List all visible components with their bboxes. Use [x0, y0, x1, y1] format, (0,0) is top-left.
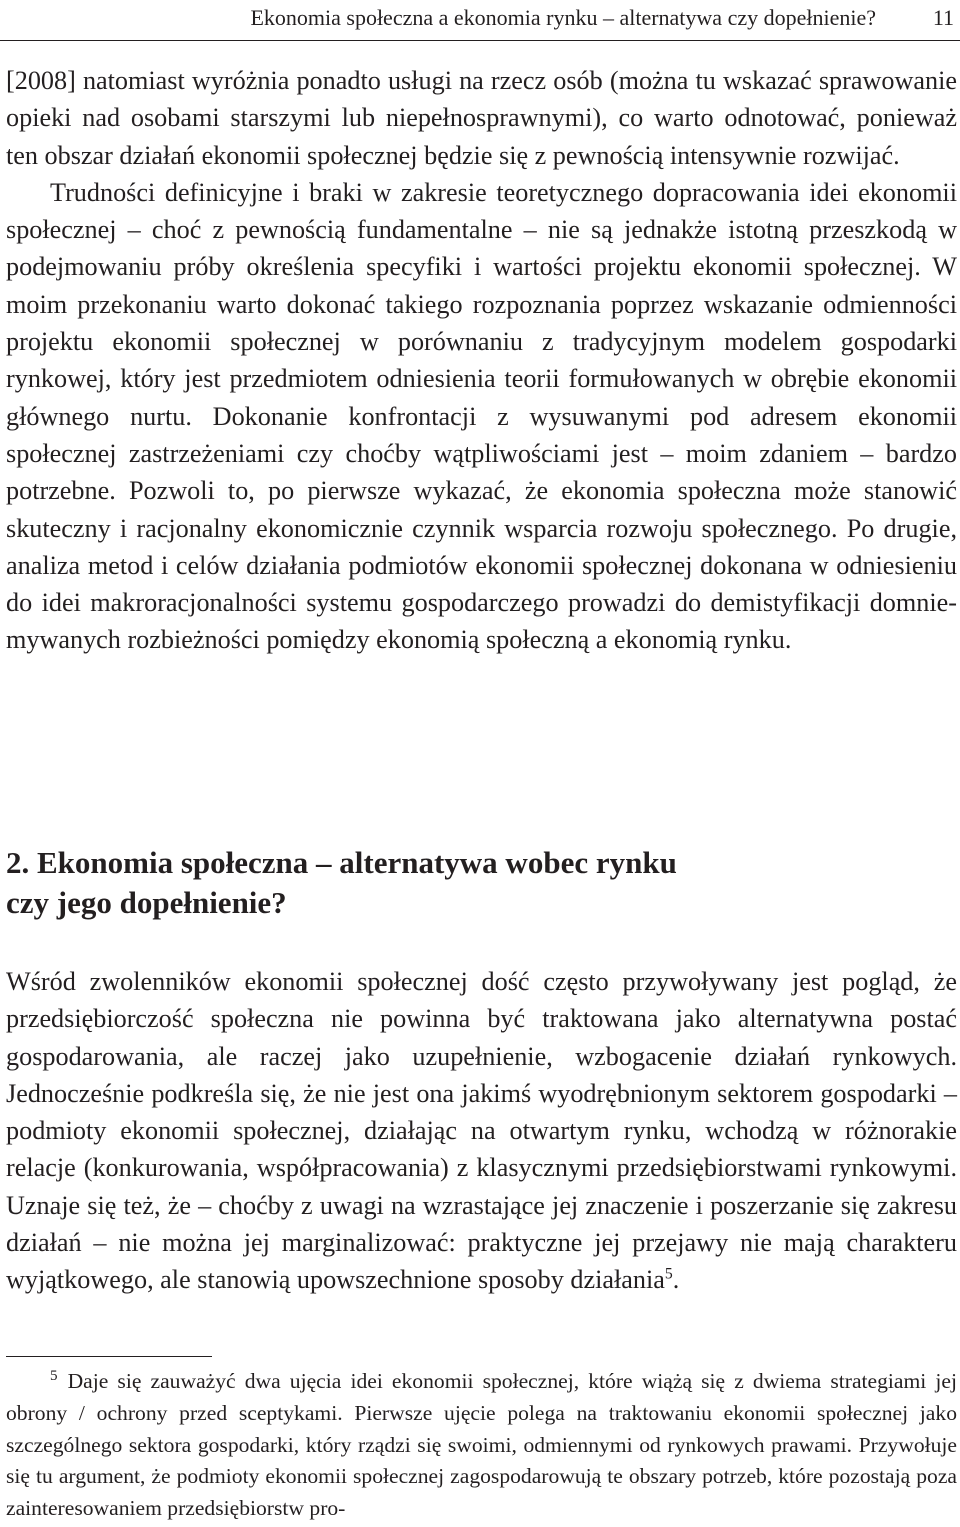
page-number: 11 [932, 5, 954, 30]
section-heading-line-2: czy jego dopełnienie? [6, 885, 287, 920]
footnote-text: Daje się zauważyć dwa ujęcia idei ekonomii społecznej, które wiążą się z dwiema strategiami jej obrony / ochrony przed sceptykami. Pierwsze ujęcie polega na traktowaniu ekonomii społecznej jako szczególnego sektora gospodarki, który rządzi się swoimi, odmiennymi od rynkowych prawami. Przywołuje się tu argument, że podmioty ekonomii społecznej zagospodarowują te obszary potrzeb, które pozostają poza zainteresowaniem przedsiębiorstw pro- [6, 1369, 957, 1521]
footnote [6, 1366, 957, 1525]
section-heading [6, 843, 957, 923]
section-paragraph-end: . [672, 1265, 680, 1295]
footnote-marker: 5 [50, 1367, 58, 1384]
footnote-divider [6, 1356, 212, 1357]
body-text-block [6, 62, 957, 659]
section-body [6, 963, 957, 1299]
footnote-reference[interactable]: 5 [664, 1265, 673, 1283]
section-heading-line-1: 2. Ekonomia społeczna – alternatywa wobec rynku [6, 845, 677, 880]
section-paragraph [6, 963, 957, 1299]
running-header [0, 0, 960, 41]
paragraph-continuation: [2008] natomiast wyróżnia ponadto usługi na rzecz osób (można tu wskazać sprawowanie opieki nad osobami starszymi lub niepełnosprawnymi), co warto odnotować, ponieważ ten obszar działań ekonomii społecznej będzie się z pewnością intensywnie rozwijać. [6, 66, 957, 170]
section-paragraph-text: Wśród zwolenników ekonomii społecznej dość często przywoływany jest pogląd, że przedsiębiorczość społeczna nie powinna być traktowana jako alternatywna postać gospodarowania, ale raczej jako uzupełnienie, wzbogacenie działań rynkowych. Jednocześnie podkreśla się, że nie jest ona jakimś wyodrębnionym sektorem gospodarki – podmioty ekonomii społecznej, działając na otwartym rynku, wchodzą w różnorakie relacje (konkurowania, współpracowania) z klasycznymi przedsiębiorstwami rynkowymi. Uznaje się też, że – choćby z uwagi na wzrastające jej znaczenie i poszerzanie się zakresu działań – nie można jej marginalizować: praktyczne jej przejawy nie mają charakteru wyjątkowego, ale stanowią upowszechnione sposoby działania [6, 967, 957, 1295]
paragraph: Trudności definicyjne i braki w zakresie teoretycznego dopracowania idei ekonomii społecznej – choć z pewnością fundamentalne – nie są jednakże istotną przeszkodą w podejmowaniu próby określenia specyfiki i wartości projektu ekonomii społecznej. W moim przekonaniu warto dokonać takiego rozpoznania poprzez wskazanie odmienności projektu ekonomii społecznej w porównaniu z tradycyjnym modelem gospodarki rynkowej, który jest przedmiotem odniesienia teorii formułowanych w obrębie ekonomii głównego nurtu. Dokonanie konfrontacji z wysuwanymi pod adresem ekonomii społecznej zastrzeżeniami czy choćby wątpliwościami jest – moim zdaniem – bardzo potrzebne. Pozwoli to, po pierwsze wykazać, że ekonomia społeczna może stanowić skuteczny i racjonalny ekonomicznie czynnik wsparcia rozwoju społecznego. Po drugie, analiza metod i celów działania podmiotów ekonomii społecznej dokonana w odniesieniu do idei makroracjonalności systemu gospodarczego prowadzi do demistyfikacji domniemywanych rozbieżności pomiędzy ekonomią społeczną a ekonomią rynku. [6, 177, 957, 655]
running-title: Ekonomia społeczna a ekonomia rynku – alternatywa czy dopełnienie? [250, 5, 876, 30]
